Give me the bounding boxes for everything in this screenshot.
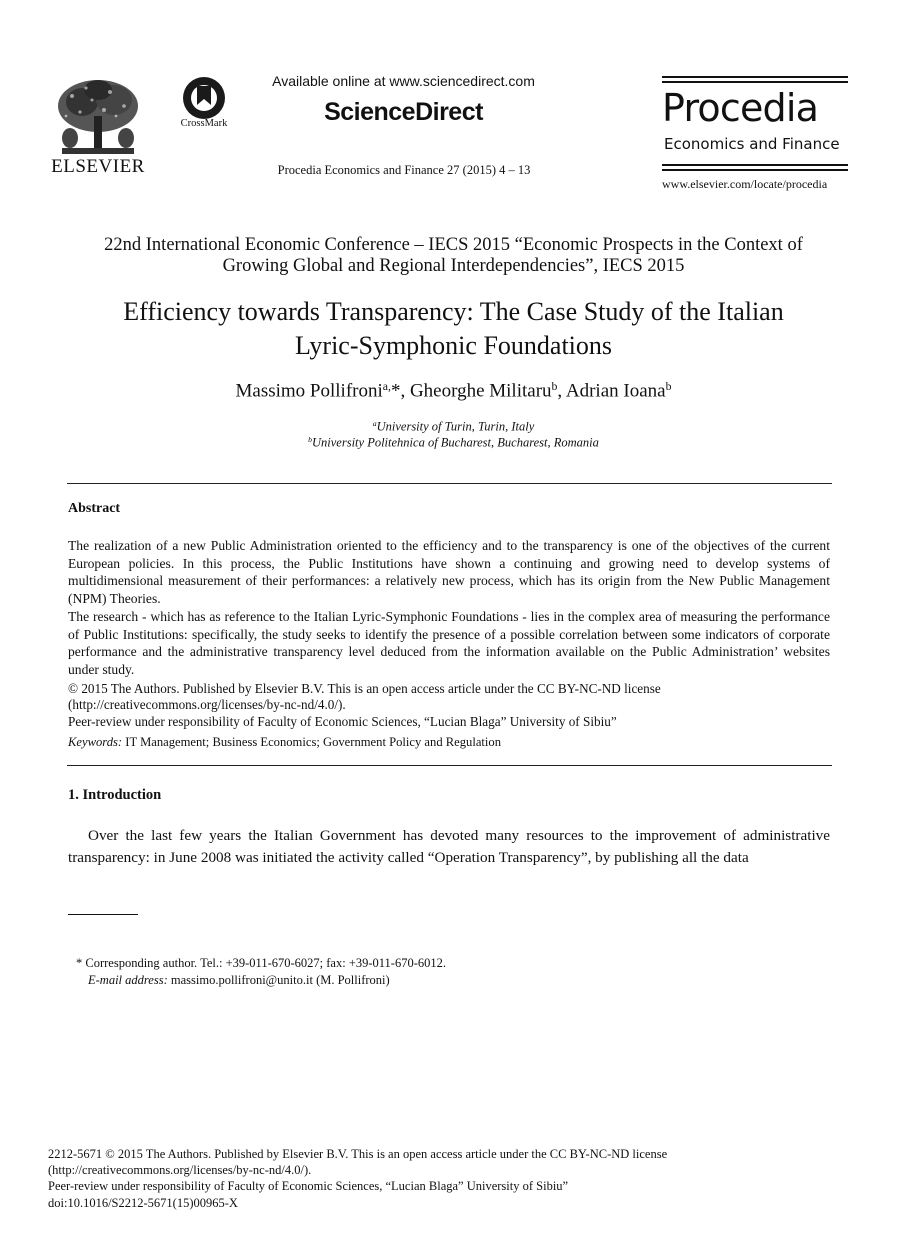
author-affil-mark: b [551,380,558,393]
license-link[interactable]: (http://creativecommons.org/licenses/by-nc-nd/4.0/). [68,697,346,712]
affiliation-text: University of Turin, Turin, Italy [376,419,535,434]
title-line-1: Efficiency towards Transparency: The Case Study of the Italian [123,297,784,326]
affiliation [60,419,847,434]
issn-copyright-line: 2212-5671 © 2015 The Authors. Published by Elsevier B.V. This is an open access article under the CC BY-NC-ND license [48,1147,668,1161]
keywords-label: Keywords: [68,735,123,749]
author-separator: *, [390,380,410,402]
author-name: Gheorghe Militaru [409,380,552,402]
footnote-rule [68,914,138,915]
email-note [88,973,390,988]
crossmark-icon[interactable] [181,75,227,121]
crossmark-label: CrossMark [180,118,228,129]
procedia-subtitle: Economics and Finance [664,135,840,153]
introduction-paragraph: Over the last few years the Italian Government has devoted many resources to the improvement of administrative transparency: in June 2008 was initiated the activity called “Operation Transparency”, by publishing all the data [68,827,830,866]
author-affil-mark: b [665,380,672,393]
bottom-peer-review: Peer-review under responsibility of Faculty of Economic Sciences, “Lucian Blaga” University of Sibiu” [48,1179,569,1193]
keywords-text: IT Management; Business Economics; Government Policy and Regulation [122,735,502,749]
author-affil-mark: a, [382,380,391,393]
bottom-license-link[interactable]: (http://creativecommons.org/licenses/by-nc-nd/4.0/). [48,1163,312,1177]
abstract-paragraph-1: The realization of a new Public Administration oriented to the efficiency and to the transparency is one of the objectives of the current European policies. In this process, the Public Institutions have shown a continuing and growing need to develop systems of multidimensional measurement of their performances: a relatively new process, which has its origin from the New Public Management (NPM) Theories. [68,538,830,606]
keywords-line [68,734,830,750]
journal-reference: Procedia Economics and Finance 27 (2015) 4 – 13 [277,163,531,177]
author-name: Adrian Ioana [565,380,666,402]
author-separator: , [557,380,566,402]
copyright-line: © 2015 The Authors. Published by Elsevier B.V. This is an open access article under the CC BY-NC-ND license [68,681,661,696]
affiliation-mark: a [372,419,377,428]
conference-line-2: Growing Global and Regional Interdependencies”, IECS 2015 [222,256,685,276]
affiliation [60,435,847,450]
conference-name [60,235,847,277]
available-online-text: Available online at www.sciencedirect.com [272,73,535,89]
abstract-paragraph-2: The research - which has as reference to the Italian Lyric-Symphonic Foundations - lies in the complex area of measuring the performance of Public Institutions: specifically, the study seeks to identify the presence of a possible correlation between some indicators of corporate performance and the administrative transparency level deduced from the information available on the Public Administration’ websites under study. [68,609,830,677]
abstract-top-rule [67,483,832,484]
elsevier-wordmark: ELSEVIER [51,156,145,177]
affiliation-text: University Politehnica of Bucharest, Bucharest, Romania [312,435,599,450]
email-label: E-mail address: [88,973,168,987]
section-heading-introduction: 1. Introduction [68,787,162,803]
corresponding-author-note: * Corresponding author. Tel.: +39-011-670-6027; fax: +39-011-670-6012. [76,956,447,970]
elsevier-tree-logo [52,76,144,158]
procedia-bottom-rule [662,164,848,166]
abstract-heading: Abstract [68,501,121,516]
conference-line-1: 22nd International Economic Conference – IECS 2015 “Economic Prospects in the Context of [104,235,803,255]
affiliation-mark: b [308,435,312,444]
peer-review-line: Peer-review under responsibility of Faculty of Economic Sciences, “Lucian Blaga” University of Sibiu” [68,714,617,729]
procedia-bottom-rule-2 [662,169,848,171]
title-line-2: Lyric-Symphonic Foundations [294,331,613,360]
author-name: Massimo Pollifroni [235,380,383,402]
paper-title [60,295,847,363]
doi-line[interactable]: doi:10.1016/S2212-5671(15)00965-X [48,1196,238,1210]
email-address[interactable]: massimo.pollifroni@unito.it (M. Pollifroni) [167,973,390,987]
abstract-bottom-rule [67,765,832,766]
procedia-top-rule [662,76,848,78]
sciencedirect-logo: ScienceDirect [324,98,483,126]
procedia-logo: Procedia [662,86,819,130]
procedia-url[interactable]: www.elsevier.com/locate/procedia [662,177,828,191]
procedia-top-rule-2 [662,81,848,83]
author-list [60,380,847,402]
